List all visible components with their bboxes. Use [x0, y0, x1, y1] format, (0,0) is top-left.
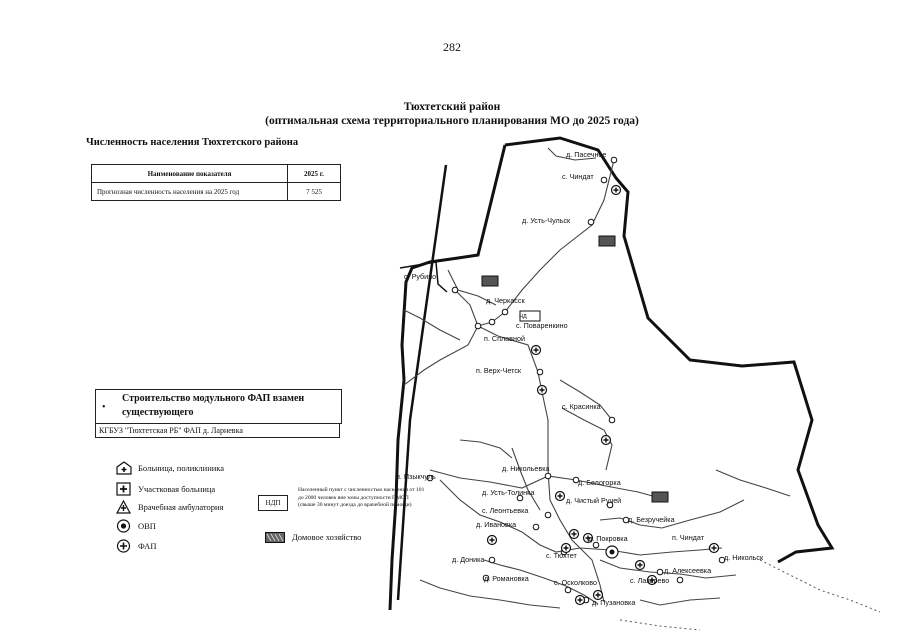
- new-fap-title: Строительство модульного ФАП взамен существующего: [122, 393, 305, 418]
- settlement-label: д. Доника: [452, 555, 485, 564]
- settlement-label: д. Ивановка: [476, 520, 517, 529]
- settlement-label: п. Сплавной: [484, 334, 525, 343]
- settlement-label: с. Осколково: [554, 578, 597, 587]
- settlement-label: д. Черкасск: [486, 296, 525, 305]
- household-icon: [265, 532, 285, 543]
- new-fap-item: КГБУЗ "Тюхтетская РБ" ФАП д. Ларневка: [95, 424, 340, 438]
- ndp-legend-box: НДП: [258, 495, 288, 511]
- legend-ovp: [116, 518, 156, 534]
- legend-fap-label: ФАП: [138, 541, 157, 551]
- new-fap-box: [95, 389, 342, 424]
- page-number: 282: [443, 40, 461, 54]
- settlement-label: д. Никольск: [724, 553, 764, 562]
- dotted-boundary: [760, 560, 880, 612]
- legend-ambulatory-label: Врачебная амбулатория: [138, 502, 224, 512]
- settlement-label: д. Усть-Толинка: [482, 488, 535, 497]
- legend-ovp-label: ОВП: [138, 521, 156, 531]
- ambulatory-icon: [116, 500, 132, 514]
- map-title-line2: (оптимальная схема территориального планирования МО до 2025 года): [265, 115, 639, 127]
- population-heading: Численность населения Тюхтетского района: [86, 137, 299, 148]
- legend-ambulatory: [116, 499, 223, 515]
- settlement-label: с. Леонтьевка: [482, 506, 529, 515]
- settlement-label: д. Белогорка: [578, 478, 621, 487]
- ovp-icon: [116, 519, 132, 533]
- settlement-label: д. Пасечное: [566, 150, 607, 159]
- settlement-label: д. Безручейка: [628, 515, 675, 524]
- settlement-label: д. Никольевка: [502, 464, 550, 473]
- settlement-label: с. Чиндат: [562, 172, 594, 181]
- settlement-label: д. Покровка: [588, 534, 628, 543]
- hospital-icon: [116, 461, 132, 475]
- settlement-label: п. Чиндат: [672, 533, 704, 542]
- row-value: 7 525: [288, 183, 341, 201]
- legend-fap: [116, 538, 156, 554]
- col-name-header: Наименование показателя: [92, 165, 288, 183]
- settlement-label: с. Тюхтет: [546, 551, 577, 560]
- legend-district-hospital-label: Участковая больница: [138, 484, 216, 494]
- row-label: Прогнозная численность населения на 2025 год: [92, 183, 288, 201]
- settlement-label: д. Усть-Чульск: [522, 216, 571, 225]
- ndp-legend-text: Населенный пункт с численностью населения от 101 до 2000 человек вне зоны доступности ПМСП (свыше 30 минут доезда до врачебной помощи): [298, 487, 425, 508]
- settlement-label: п. Верх-Четск: [476, 366, 522, 375]
- settlement-label: с. Рубино: [404, 272, 437, 281]
- fap-icon: [116, 539, 132, 553]
- ndp-map-label: НД: [519, 314, 527, 320]
- settlement-label: д. Романовка: [484, 574, 529, 583]
- settlement-label: д. Пузановка: [592, 598, 636, 607]
- legend-hospital: [116, 460, 224, 476]
- hospital-marker: [606, 546, 618, 558]
- legend-hospital-label: Больница, поликлиника: [138, 463, 225, 473]
- household-label: Домовое хозяйство: [292, 532, 362, 542]
- bullet-dot: •: [102, 402, 106, 413]
- dotted-boundary-south: [620, 620, 700, 630]
- district-hospital-icon: [116, 482, 132, 496]
- settlement-label: д. Алексеевка: [664, 566, 712, 575]
- col-year-header: 2025 г.: [288, 165, 341, 183]
- settlement-label: с. Красинка: [562, 402, 601, 411]
- settlement-label: с. Лазарево: [630, 576, 670, 585]
- settlement-label: п. Изыкчуль: [396, 472, 436, 481]
- legend-district-hospital: [116, 481, 215, 497]
- settlement-label: д. Чистый Ручей: [566, 496, 622, 505]
- map-title-line1: Тюхтетский район: [403, 101, 501, 113]
- settlement-label: с. Поваренкино: [516, 321, 568, 330]
